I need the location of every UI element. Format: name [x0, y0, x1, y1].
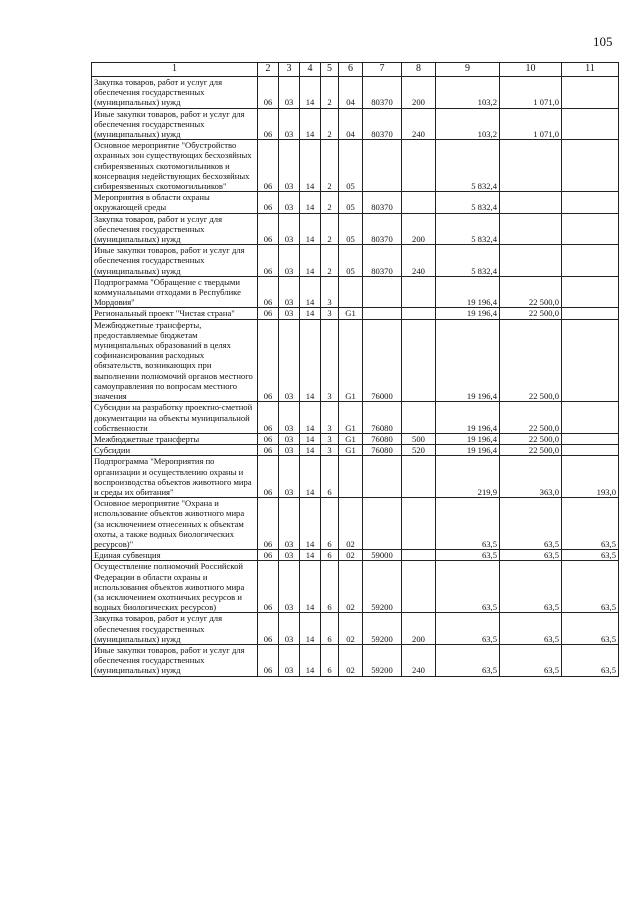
- cell-program: 14: [300, 245, 321, 277]
- cell-amount-col9: 5 832,4: [436, 140, 500, 192]
- cell-program: 14: [300, 192, 321, 213]
- cell-subprogram: 3: [321, 402, 339, 434]
- row-name: Мероприятия в области охраны окружающей среды: [92, 192, 258, 213]
- cell-program: 14: [300, 108, 321, 140]
- cell-amount-col9: 19 196,4: [436, 276, 500, 308]
- cell-amount-col11: [562, 319, 619, 402]
- cell-amount-col9: 63,5: [436, 613, 500, 645]
- table-row: [92, 613, 619, 645]
- cell-amount-col11: [562, 77, 619, 109]
- row-name: Региональный проект "Чистая страна": [92, 308, 258, 319]
- row-name: Подпрограмма "Мероприятия по организации и осуществлению охраны и воспроизводства объектов животного мира и среды их обитания": [92, 456, 258, 498]
- row-name: Основное мероприятие "Охрана и использование объектов животного мира (за исключением отнесенных к объектам охоты, а также водных биологических ресурсов)": [92, 498, 258, 550]
- cell-subprogram: 3: [321, 308, 339, 319]
- cell-expense-type: [402, 561, 436, 613]
- cell-event: G1: [339, 308, 363, 319]
- cell-amount-col11: [562, 192, 619, 213]
- cell-amount-col11: [562, 213, 619, 245]
- cell-amount-col9: 219,9: [436, 456, 500, 498]
- cell-ministry: 06: [258, 445, 279, 456]
- cell-ministry: 06: [258, 276, 279, 308]
- table-row: [92, 319, 619, 402]
- cell-amount-col9: 19 196,4: [436, 308, 500, 319]
- cell-ministry: 06: [258, 245, 279, 277]
- cell-amount-col10: 63,5: [500, 498, 562, 550]
- cell-section: 03: [279, 319, 300, 402]
- row-name: Субсидии на разработку проектно-сметной документации на объекты муниципальной собственности: [92, 402, 258, 434]
- cell-event: 05: [339, 213, 363, 245]
- cell-section: 03: [279, 77, 300, 109]
- cell-amount-col11: [562, 445, 619, 456]
- row-name: Подпрограмма "Обращение с твердыми коммунальными отходами в Республике Мордовия": [92, 276, 258, 308]
- cell-ministry: 06: [258, 308, 279, 319]
- row-name: Закупка товаров, работ и услуг для обеспечения государственных (муниципальных) нужд: [92, 613, 258, 645]
- cell-direction: [363, 308, 402, 319]
- row-name: Иные закупки товаров, работ и услуг для обеспечения государственных (муниципальных) нужд: [92, 644, 258, 676]
- cell-amount-col11: 63,5: [562, 644, 619, 676]
- cell-event: [339, 276, 363, 308]
- cell-expense-type: [402, 308, 436, 319]
- cell-event: 04: [339, 77, 363, 109]
- cell-amount-col10: 63,5: [500, 561, 562, 613]
- cell-direction: [363, 140, 402, 192]
- cell-event: [339, 456, 363, 498]
- cell-expense-type: [402, 276, 436, 308]
- cell-expense-type: [402, 192, 436, 213]
- table-row: [92, 402, 619, 434]
- cell-expense-type: 520: [402, 445, 436, 456]
- cell-ministry: 06: [258, 561, 279, 613]
- cell-program: 14: [300, 613, 321, 645]
- cell-section: 03: [279, 108, 300, 140]
- cell-direction: [363, 498, 402, 550]
- cell-subprogram: 6: [321, 456, 339, 498]
- header-cell-2: 2: [258, 63, 279, 77]
- cell-amount-col11: [562, 276, 619, 308]
- cell-expense-type: 240: [402, 108, 436, 140]
- cell-event: 05: [339, 245, 363, 277]
- table-row: [92, 550, 619, 561]
- cell-amount-col11: [562, 433, 619, 444]
- cell-expense-type: 200: [402, 77, 436, 109]
- cell-subprogram: 6: [321, 644, 339, 676]
- cell-direction: 76080: [363, 445, 402, 456]
- cell-amount-col11: [562, 140, 619, 192]
- cell-subprogram: 2: [321, 140, 339, 192]
- header-cell-5: 5: [321, 63, 339, 77]
- cell-amount-col9: 19 196,4: [436, 319, 500, 402]
- cell-amount-col10: 63,5: [500, 644, 562, 676]
- cell-ministry: 06: [258, 402, 279, 434]
- header-row: [92, 63, 619, 77]
- row-name: Межбюджетные трансферты: [92, 433, 258, 444]
- cell-subprogram: 2: [321, 213, 339, 245]
- cell-subprogram: 6: [321, 613, 339, 645]
- row-name: Субсидии: [92, 445, 258, 456]
- table-row: [92, 77, 619, 109]
- header-cell-11: 11: [562, 63, 619, 77]
- cell-program: 14: [300, 213, 321, 245]
- cell-program: 14: [300, 77, 321, 109]
- cell-expense-type: [402, 550, 436, 561]
- row-name: Основное мероприятие "Обустройство охранных зон существующих бесхозяйных сибиреязвенных скотомогильников и консервация недействующих бесхозяйных сибиреязвенных скотомогильников": [92, 140, 258, 192]
- cell-ministry: 06: [258, 498, 279, 550]
- table-row: [92, 276, 619, 308]
- cell-amount-col11: 63,5: [562, 498, 619, 550]
- table-body: [92, 77, 619, 677]
- cell-amount-col9: 63,5: [436, 561, 500, 613]
- cell-amount-col11: 63,5: [562, 550, 619, 561]
- cell-program: 14: [300, 308, 321, 319]
- cell-direction: 59200: [363, 561, 402, 613]
- cell-event: G1: [339, 445, 363, 456]
- table-row: [92, 140, 619, 192]
- cell-ministry: 06: [258, 213, 279, 245]
- cell-direction: [363, 456, 402, 498]
- cell-ministry: 06: [258, 644, 279, 676]
- cell-direction: 59200: [363, 644, 402, 676]
- cell-amount-col10: 22 500,0: [500, 276, 562, 308]
- cell-amount-col9: 19 196,4: [436, 433, 500, 444]
- row-name: Закупка товаров, работ и услуг для обеспечения государственных (муниципальных) нужд: [92, 213, 258, 245]
- cell-ministry: 06: [258, 613, 279, 645]
- cell-event: 02: [339, 644, 363, 676]
- cell-direction: 76080: [363, 433, 402, 444]
- cell-amount-col10: 363,0: [500, 456, 562, 498]
- cell-section: 03: [279, 140, 300, 192]
- header-cell-4: 4: [300, 63, 321, 77]
- cell-section: 03: [279, 433, 300, 444]
- cell-program: 14: [300, 433, 321, 444]
- cell-section: 03: [279, 402, 300, 434]
- cell-amount-col10: 22 500,0: [500, 402, 562, 434]
- cell-ministry: 06: [258, 108, 279, 140]
- cell-amount-col9: 19 196,4: [436, 402, 500, 434]
- cell-section: 03: [279, 613, 300, 645]
- row-name: Иные закупки товаров, работ и услуг для обеспечения государственных (муниципальных) нужд: [92, 245, 258, 277]
- cell-event: 04: [339, 108, 363, 140]
- header-cell-3: 3: [279, 63, 300, 77]
- cell-event: 02: [339, 498, 363, 550]
- cell-amount-col11: 193,0: [562, 456, 619, 498]
- cell-amount-col9: 5 832,4: [436, 192, 500, 213]
- cell-amount-col11: 63,5: [562, 561, 619, 613]
- cell-section: 03: [279, 550, 300, 561]
- cell-ministry: 06: [258, 550, 279, 561]
- cell-subprogram: 6: [321, 550, 339, 561]
- row-name: Единая субвенция: [92, 550, 258, 561]
- cell-amount-col11: [562, 308, 619, 319]
- cell-expense-type: 500: [402, 433, 436, 444]
- cell-amount-col10: 1 071,0: [500, 77, 562, 109]
- cell-event: 02: [339, 613, 363, 645]
- cell-section: 03: [279, 213, 300, 245]
- page-number: 105: [593, 34, 613, 49]
- cell-ministry: 06: [258, 319, 279, 402]
- cell-event: 05: [339, 192, 363, 213]
- cell-amount-col9: 5 832,4: [436, 213, 500, 245]
- cell-program: 14: [300, 561, 321, 613]
- header-cell-1: 1: [92, 63, 258, 77]
- cell-subprogram: 2: [321, 245, 339, 277]
- cell-amount-col10: 63,5: [500, 550, 562, 561]
- cell-amount-col9: 103,2: [436, 108, 500, 140]
- row-name: Осуществление полномочий Российской Федерации в области охраны и использования объектов животного мира (за исключением охотничьих ресурсов и водных биологических ресурсов): [92, 561, 258, 613]
- cell-event: G1: [339, 402, 363, 434]
- row-name: Закупка товаров, работ и услуг для обеспечения государственных (муниципальных) нужд: [92, 77, 258, 109]
- cell-expense-type: [402, 498, 436, 550]
- cell-program: 14: [300, 445, 321, 456]
- cell-expense-type: 200: [402, 213, 436, 245]
- cell-amount-col10: [500, 213, 562, 245]
- cell-amount-col11: 63,5: [562, 613, 619, 645]
- cell-direction: [363, 276, 402, 308]
- cell-event: G1: [339, 319, 363, 402]
- cell-program: 14: [300, 402, 321, 434]
- cell-subprogram: 2: [321, 77, 339, 109]
- cell-direction: 59200: [363, 613, 402, 645]
- cell-amount-col10: 22 500,0: [500, 308, 562, 319]
- cell-section: 03: [279, 308, 300, 319]
- cell-section: 03: [279, 276, 300, 308]
- cell-amount-col10: 22 500,0: [500, 319, 562, 402]
- cell-program: 14: [300, 498, 321, 550]
- cell-amount-col11: [562, 402, 619, 434]
- header-cell-9: 9: [436, 63, 500, 77]
- table-row: [92, 213, 619, 245]
- cell-direction: 59000: [363, 550, 402, 561]
- cell-subprogram: 6: [321, 561, 339, 613]
- cell-amount-col11: [562, 108, 619, 140]
- cell-subprogram: 3: [321, 276, 339, 308]
- cell-event: 05: [339, 140, 363, 192]
- cell-ministry: 06: [258, 140, 279, 192]
- cell-ministry: 06: [258, 77, 279, 109]
- cell-ministry: 06: [258, 456, 279, 498]
- cell-direction: 80370: [363, 77, 402, 109]
- table-header: [92, 63, 619, 77]
- header-cell-8: 8: [402, 63, 436, 77]
- table-row: [92, 433, 619, 444]
- cell-section: 03: [279, 456, 300, 498]
- cell-direction: 76080: [363, 402, 402, 434]
- cell-subprogram: 3: [321, 319, 339, 402]
- cell-expense-type: [402, 402, 436, 434]
- cell-amount-col9: 63,5: [436, 498, 500, 550]
- cell-subprogram: 6: [321, 498, 339, 550]
- cell-event: G1: [339, 433, 363, 444]
- cell-subprogram: 3: [321, 445, 339, 456]
- cell-direction: 80370: [363, 192, 402, 213]
- cell-amount-col11: [562, 245, 619, 277]
- cell-amount-col9: 5 832,4: [436, 245, 500, 277]
- table-row: [92, 108, 619, 140]
- header-cell-7: 7: [363, 63, 402, 77]
- cell-program: 14: [300, 456, 321, 498]
- cell-amount-col9: 103,2: [436, 77, 500, 109]
- cell-subprogram: 2: [321, 108, 339, 140]
- row-name: Межбюджетные трансферты, предоставляемые бюджетам муниципальных образований в целях софинансирования расходных обязательств, возникающих при выполнении полномочий органов местного самоуправления по вопросам местного значения: [92, 319, 258, 402]
- cell-expense-type: [402, 319, 436, 402]
- table-row: [92, 192, 619, 213]
- cell-program: 14: [300, 550, 321, 561]
- cell-amount-col9: 63,5: [436, 550, 500, 561]
- cell-amount-col10: 63,5: [500, 613, 562, 645]
- cell-expense-type: [402, 140, 436, 192]
- budget-table: [91, 62, 619, 677]
- cell-event: 02: [339, 561, 363, 613]
- header-cell-10: 10: [500, 63, 562, 77]
- cell-section: 03: [279, 445, 300, 456]
- table-row: [92, 308, 619, 319]
- cell-ministry: 06: [258, 433, 279, 444]
- table-row: [92, 561, 619, 613]
- cell-direction: 80370: [363, 108, 402, 140]
- cell-direction: 80370: [363, 245, 402, 277]
- table-row: [92, 644, 619, 676]
- cell-program: 14: [300, 276, 321, 308]
- cell-amount-col10: [500, 140, 562, 192]
- cell-ministry: 06: [258, 192, 279, 213]
- cell-subprogram: 2: [321, 192, 339, 213]
- cell-expense-type: 240: [402, 644, 436, 676]
- cell-direction: 80370: [363, 213, 402, 245]
- cell-section: 03: [279, 644, 300, 676]
- cell-amount-col10: 1 071,0: [500, 108, 562, 140]
- cell-amount-col10: 22 500,0: [500, 445, 562, 456]
- cell-amount-col10: 22 500,0: [500, 433, 562, 444]
- cell-section: 03: [279, 561, 300, 613]
- header-cell-6: 6: [339, 63, 363, 77]
- cell-program: 14: [300, 140, 321, 192]
- cell-expense-type: 200: [402, 613, 436, 645]
- table-row: [92, 456, 619, 498]
- cell-program: 14: [300, 319, 321, 402]
- cell-subprogram: 3: [321, 433, 339, 444]
- cell-amount-col9: 63,5: [436, 644, 500, 676]
- table-row: [92, 498, 619, 550]
- cell-direction: 76000: [363, 319, 402, 402]
- cell-section: 03: [279, 192, 300, 213]
- cell-amount-col9: 19 196,4: [436, 445, 500, 456]
- row-name: Иные закупки товаров, работ и услуг для обеспечения государственных (муниципальных) нужд: [92, 108, 258, 140]
- cell-amount-col10: [500, 245, 562, 277]
- table-row: [92, 445, 619, 456]
- cell-expense-type: 240: [402, 245, 436, 277]
- cell-expense-type: [402, 456, 436, 498]
- table-row: [92, 245, 619, 277]
- cell-section: 03: [279, 245, 300, 277]
- cell-section: 03: [279, 498, 300, 550]
- cell-amount-col10: [500, 192, 562, 213]
- cell-program: 14: [300, 644, 321, 676]
- cell-event: 02: [339, 550, 363, 561]
